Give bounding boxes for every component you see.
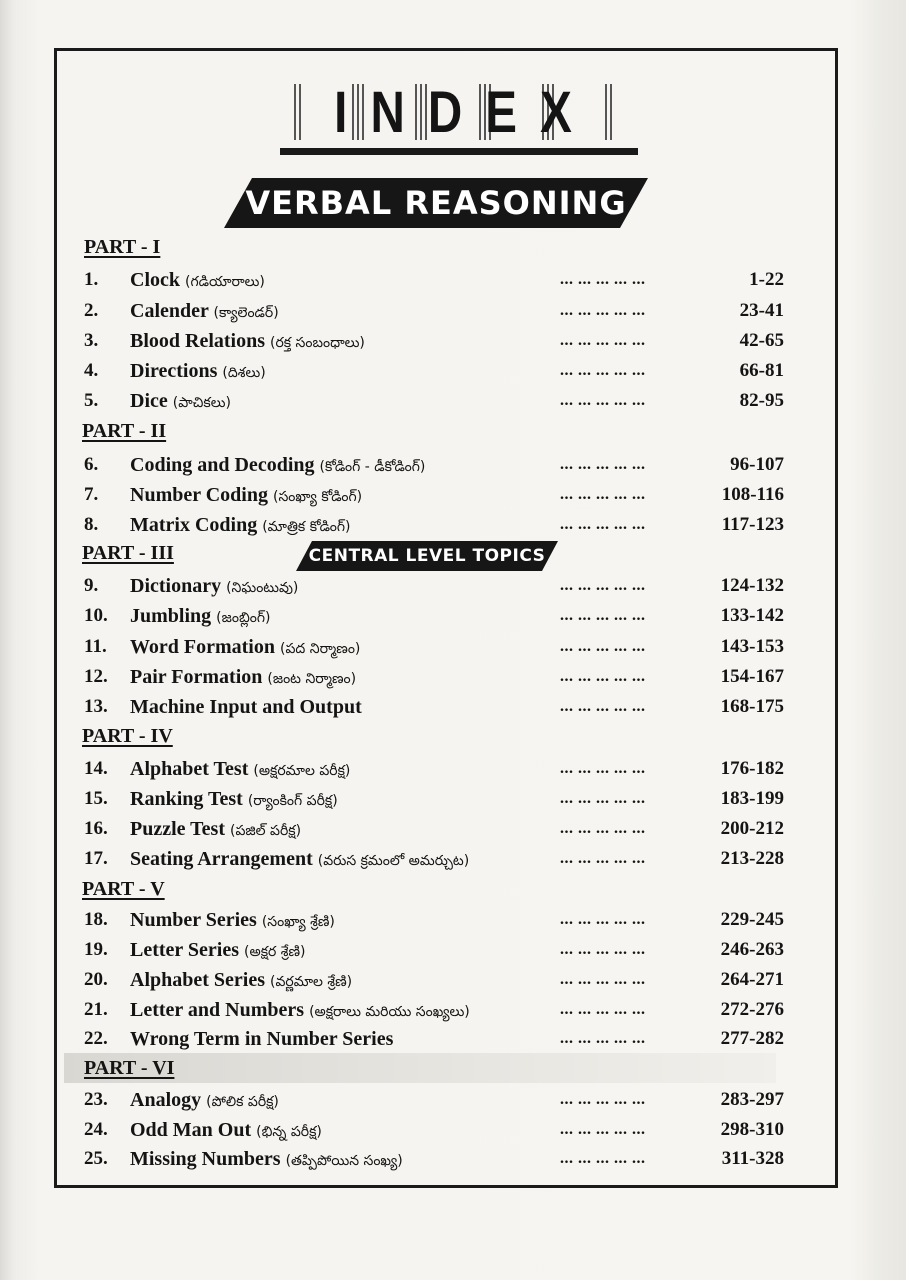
index-letters [323, 78, 584, 146]
item-leader-dots: ... ... ... ... ... [560, 456, 646, 473]
list-item [84, 845, 784, 873]
list-item [84, 815, 784, 843]
item-leader-dots: ... ... ... ... ... [560, 332, 646, 349]
item-page-range: 246-263 [720, 939, 784, 960]
item-leader-dots: ... ... ... ... ... [560, 516, 646, 533]
part-header-iv: PART - IV [82, 725, 173, 747]
item-page-range: 176-182 [720, 758, 784, 779]
item-page-range: 66-81 [739, 360, 784, 381]
list-item [84, 693, 784, 721]
section-banner-title: VERBAL REASONING [245, 184, 627, 222]
item-leader-dots: ... ... ... ... ... [560, 302, 646, 319]
item-telugu: (పాచికలు) [172, 395, 231, 411]
item-number: 11. [84, 636, 107, 657]
item-leader-dots: ... ... ... ... ... [560, 971, 646, 988]
index-letter: N [370, 79, 405, 145]
item-telugu: (వర్ణమాల శ్రేణి) [270, 974, 353, 990]
item-title: Clock (గడియారాలు) [130, 269, 265, 291]
item-telugu: (మాత్రిక కోడింగ్) [262, 519, 351, 535]
item-leader-dots: ... ... ... ... ... [560, 698, 646, 715]
item-title: Dice (పాచికలు) [130, 390, 231, 412]
item-number: 3. [84, 330, 99, 351]
list-item [84, 936, 784, 964]
list-item [84, 297, 784, 325]
item-title: Missing Numbers (తప్పిపోయిన సంఖ్య) [130, 1148, 403, 1170]
item-telugu: (గడియారాలు) [185, 274, 265, 290]
item-title: Ranking Test (ర్యాంకింగ్ పరీక్ష) [130, 788, 338, 810]
item-title: Calender (క్యాలెండర్) [130, 300, 279, 322]
list-item [84, 906, 784, 934]
item-number: 5. [84, 390, 99, 411]
item-title: Odd Man Out (భిన్న పరీక్ష) [130, 1119, 322, 1141]
item-number: 6. [84, 454, 99, 475]
item-title: Jumbling (జంబ్లింగ్) [130, 605, 271, 627]
item-telugu: (పద నిర్మాణం) [280, 641, 361, 657]
item-page-range: 283-297 [720, 1089, 784, 1110]
item-leader-dots: ... ... ... ... ... [560, 392, 646, 409]
item-number: 19. [84, 939, 108, 960]
item-leader-dots: ... ... ... ... ... [560, 790, 646, 807]
list-item [84, 996, 784, 1024]
item-leader-dots: ... ... ... ... ... [560, 1091, 646, 1108]
list-item [84, 481, 784, 509]
item-page-range: 229-245 [720, 909, 784, 930]
item-title: Letter and Numbers (అక్షరాలు మరియు సంఖ్యలు) [130, 999, 470, 1021]
item-page-range: 213-228 [720, 848, 784, 869]
item-page-range: 117-123 [721, 514, 784, 535]
item-telugu: (నిఘంటువు) [226, 580, 299, 596]
item-page-range: 264-271 [720, 969, 784, 990]
item-telugu: (అక్షరాలు మరియు సంఖ్యలు) [309, 1004, 470, 1020]
item-title: Puzzle Test (పజిల్ పరీక్ష) [130, 818, 302, 840]
index-letter: E [485, 79, 518, 145]
item-title: Alphabet Series (వర్ణమాల శ్రేణి) [130, 969, 353, 991]
index-underline [280, 148, 638, 155]
list-item [84, 572, 784, 600]
item-number: 13. [84, 696, 108, 717]
item-title: Pair Formation (జంట నిర్మాణం) [130, 666, 357, 688]
item-number: 24. [84, 1119, 108, 1140]
index-letter: X [540, 79, 572, 145]
item-telugu: (సంఖ్యా శ్రేణి) [261, 914, 335, 930]
item-leader-dots: ... ... ... ... ... [560, 850, 646, 867]
item-title: Number Series (సంఖ్యా శ్రేణి) [130, 909, 335, 931]
item-number: 7. [84, 484, 99, 505]
item-telugu: (అక్షరమాల పరీక్ష) [253, 763, 351, 779]
item-number: 4. [84, 360, 99, 381]
list-item [84, 1116, 784, 1144]
item-number: 14. [84, 758, 108, 779]
item-number: 2. [84, 300, 99, 321]
item-title: Analogy (పోలిక పరీక్ష) [130, 1089, 279, 1111]
item-page-range: 124-132 [720, 575, 784, 596]
item-page-range: 1-22 [749, 269, 784, 290]
item-leader-dots: ... ... ... ... ... [560, 911, 646, 928]
item-title: Alphabet Test (అక్షరమాల పరీక్ష) [130, 758, 351, 780]
item-page-range: 272-276 [720, 999, 784, 1020]
item-page-range: 82-95 [739, 390, 784, 411]
list-item [84, 511, 784, 539]
index-letter: I [334, 79, 348, 145]
item-page-range: 154-167 [720, 666, 784, 687]
item-telugu: (తప్పిపోయిన సంఖ్య) [285, 1153, 403, 1169]
list-item [84, 966, 784, 994]
list-item [84, 451, 784, 479]
item-telugu: (అక్షర శ్రేణి) [244, 944, 306, 960]
item-title: Wrong Term in Number Series [130, 1028, 394, 1050]
item-telugu: (వరుస క్రమంలో అమర్చుట) [317, 853, 470, 869]
item-number: 10. [84, 605, 108, 626]
item-number: 1. [84, 269, 99, 290]
item-number: 23. [84, 1089, 108, 1110]
item-telugu: (జంబ్లింగ్) [216, 610, 271, 626]
part-header-i: PART - I [84, 236, 161, 258]
item-title: Blood Relations (రక్త సంబంధాలు) [130, 330, 365, 352]
item-number: 18. [84, 909, 108, 930]
item-telugu: (సంఖ్యా కోడింగ్) [273, 489, 363, 505]
part-header-iii: PART - III [82, 542, 174, 564]
list-item [84, 357, 784, 385]
list-item [84, 755, 784, 783]
item-number: 9. [84, 575, 99, 596]
item-number: 12. [84, 666, 108, 687]
item-page-range: 143-153 [720, 636, 784, 657]
item-number: 21. [84, 999, 108, 1020]
item-page-range: 108-116 [721, 484, 784, 505]
list-item [84, 1145, 784, 1173]
item-leader-dots: ... ... ... ... ... [560, 1001, 646, 1018]
list-item [84, 387, 784, 415]
item-leader-dots: ... ... ... ... ... [560, 486, 646, 503]
list-item [84, 1086, 784, 1114]
item-page-range: 311-328 [721, 1148, 784, 1169]
item-leader-dots: ... ... ... ... ... [560, 668, 646, 685]
item-page-range: 277-282 [720, 1028, 784, 1049]
item-number: 20. [84, 969, 108, 990]
item-page-range: 183-199 [720, 788, 784, 809]
index-heading [280, 78, 638, 158]
item-number: 17. [84, 848, 108, 869]
item-title: Coding and Decoding (కోడింగ్ - డీకోడింగ్) [130, 454, 426, 476]
item-leader-dots: ... ... ... ... ... [560, 577, 646, 594]
list-item [84, 633, 784, 661]
list-item [84, 1025, 784, 1053]
item-title: Seating Arrangement (వరుస క్రమంలో అమర్చుట) [130, 848, 470, 870]
item-telugu: (దిశలు) [222, 365, 266, 381]
item-leader-dots: ... ... ... ... ... [560, 941, 646, 958]
list-item [84, 663, 784, 691]
item-leader-dots: ... ... ... ... ... [560, 1150, 646, 1167]
item-leader-dots: ... ... ... ... ... [560, 607, 646, 624]
item-leader-dots: ... ... ... ... ... [560, 820, 646, 837]
item-telugu: (రక్త సంబంధాలు) [270, 335, 365, 351]
index-letter: D [427, 79, 463, 145]
item-title: Letter Series (అక్షర శ్రేణి) [130, 939, 306, 961]
part-header-v: PART - V [82, 878, 165, 900]
item-title: Machine Input and Output [130, 696, 362, 718]
item-leader-dots: ... ... ... ... ... [560, 638, 646, 655]
item-leader-dots: ... ... ... ... ... [560, 760, 646, 777]
item-title: Number Coding (సంఖ్యా కోడింగ్) [130, 484, 363, 506]
item-telugu: (జంట నిర్మాణం) [267, 671, 357, 687]
item-title: Directions (దిశలు) [130, 360, 266, 382]
item-page-range: 298-310 [720, 1119, 784, 1140]
item-page-range: 23-41 [739, 300, 784, 321]
item-telugu: (పజిల్ పరీక్ష) [230, 823, 302, 839]
item-telugu: (భిన్న పరీక్ష) [256, 1124, 322, 1140]
item-leader-dots: ... ... ... ... ... [560, 362, 646, 379]
item-telugu: (కోడింగ్ - డీకోడింగ్) [319, 459, 426, 475]
item-page-range: 133-142 [720, 605, 784, 626]
list-item [84, 602, 784, 630]
list-item [84, 785, 784, 813]
item-number: 25. [84, 1148, 108, 1169]
item-page-range: 168-175 [720, 696, 784, 717]
item-leader-dots: ... ... ... ... ... [560, 271, 646, 288]
item-leader-dots: ... ... ... ... ... [560, 1121, 646, 1138]
list-item [84, 327, 784, 355]
item-leader-dots: ... ... ... ... ... [560, 1030, 646, 1047]
central-topics-banner-title: CENTRAL LEVEL TOPICS [308, 546, 546, 566]
item-number: 8. [84, 514, 99, 535]
item-telugu: (పోలిక పరీక్ష) [206, 1094, 279, 1110]
item-page-range: 42-65 [739, 330, 784, 351]
item-title: Word Formation (పద నిర్మాణం) [130, 636, 361, 658]
item-page-range: 96-107 [730, 454, 784, 475]
item-telugu: (ర్యాంకింగ్ పరీక్ష) [247, 793, 338, 809]
item-number: 16. [84, 818, 108, 839]
part-header-ii: PART - II [82, 420, 167, 442]
list-item [84, 266, 784, 294]
item-number: 22. [84, 1028, 108, 1049]
part-header-vi: PART - VI [84, 1057, 175, 1079]
item-number: 15. [84, 788, 108, 809]
item-page-range: 200-212 [720, 818, 784, 839]
item-telugu: (క్యాలెండర్) [213, 305, 279, 321]
item-title: Matrix Coding (మాత్రిక కోడింగ్) [130, 514, 351, 536]
item-title: Dictionary (నిఘంటువు) [130, 575, 299, 597]
